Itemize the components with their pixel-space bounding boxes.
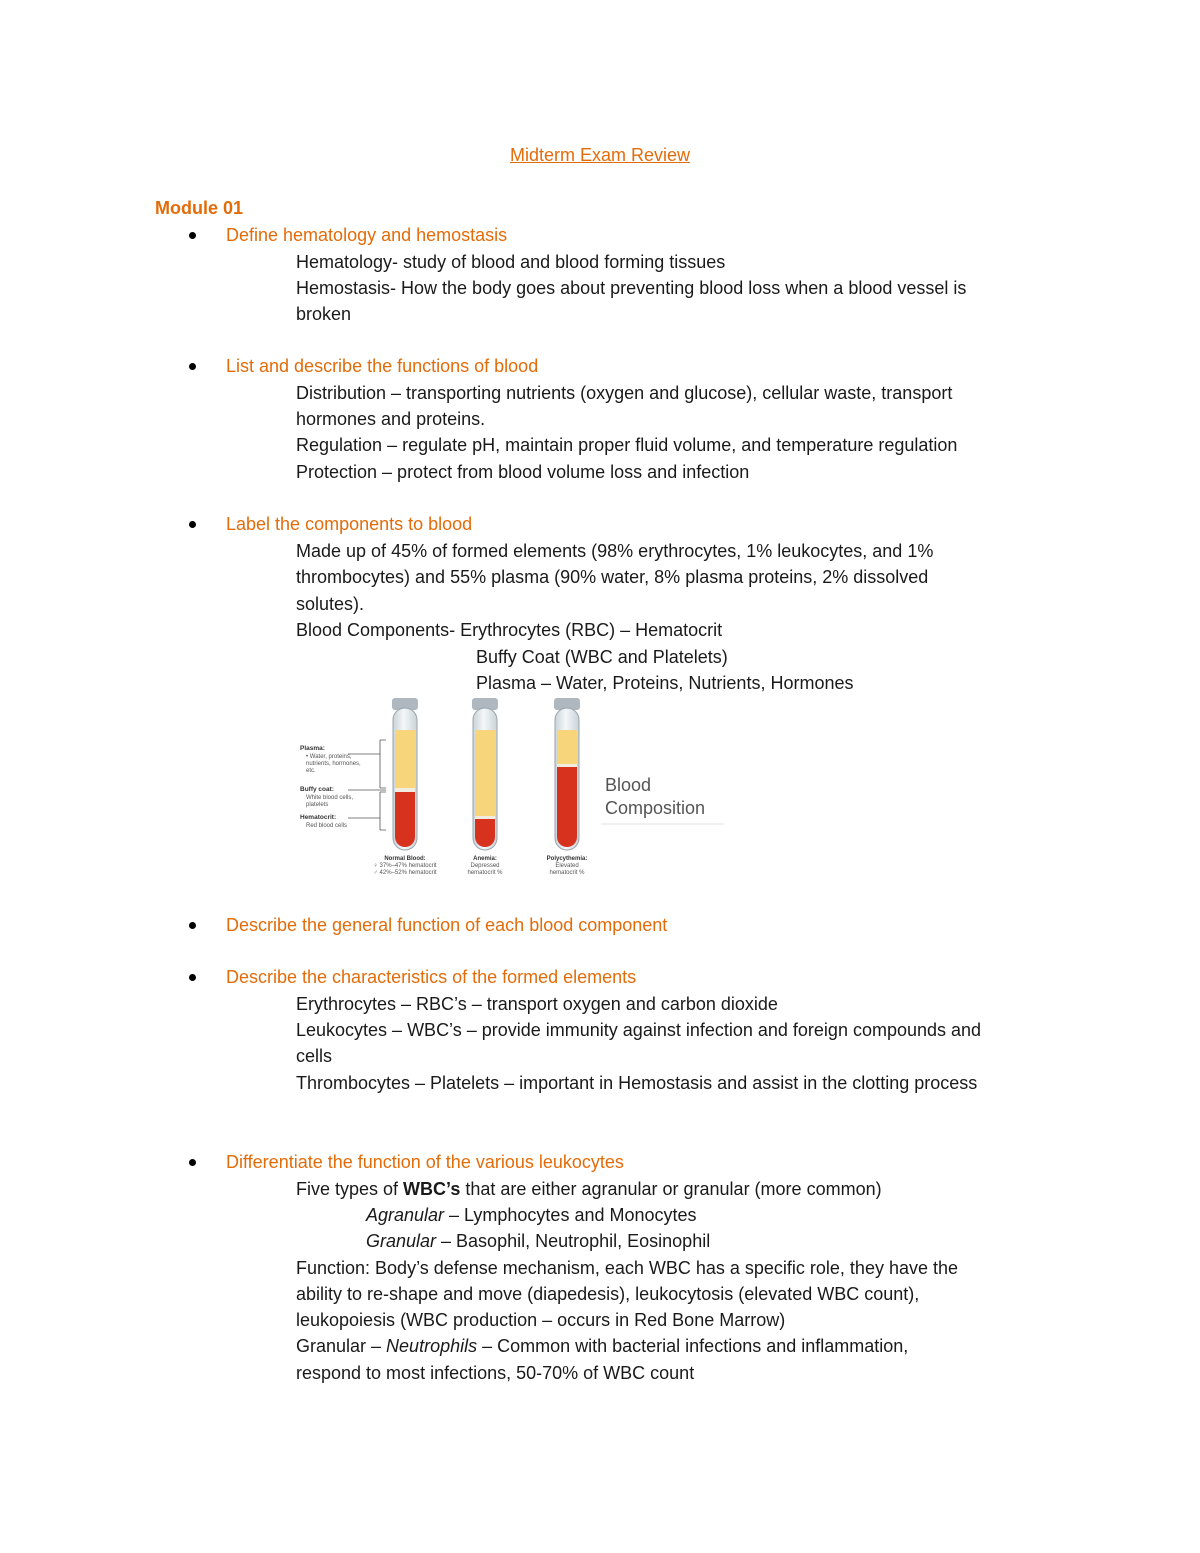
body-line: Buffy Coat (WBC and Platelets)	[476, 647, 728, 667]
body-line: Regulation – regulate pH, maintain proper fluid volume, and temperature regulation	[296, 435, 958, 455]
tube-anemia	[472, 698, 498, 850]
tube-anemia-label: Anemia:	[473, 856, 497, 862]
body-line: Blood Components- Erythrocytes (RBC) – Hematocrit	[296, 620, 723, 640]
body-line: solutes).	[296, 594, 365, 614]
plasma-desc: nutrients, hormones,	[306, 761, 361, 767]
body-line: Plasma – Water, Proteins, Nutrients, Hormones	[476, 673, 854, 693]
hematocrit-desc: Red blood cells	[306, 823, 348, 829]
figure-caption: Blood	[605, 775, 652, 795]
body-line: Five types of WBC’s that are either agranular or granular (more common)	[296, 1179, 882, 1199]
body-line: Erythrocytes – RBC’s – transport oxygen and carbon dioxide	[296, 994, 778, 1014]
body-line: hormones and proteins.	[296, 409, 486, 429]
module-heading: Module 01	[155, 198, 244, 218]
body-line: Made up of 45% of formed elements (98% erythrocytes, 1% leukocytes, and 1%	[296, 541, 934, 561]
body-line: Hemostasis- How the body goes about preventing blood loss when a blood vessel is	[296, 278, 967, 298]
bullet-icon	[189, 922, 196, 929]
body-line: Hematology- study of blood and blood forming tissues	[296, 252, 726, 272]
body-line: ability to re-shape and move (diapedesis), leukocytosis (elevated WBC count),	[296, 1284, 920, 1304]
body-line: leukopoiesis (WBC production – occurs in Red Bone Marrow)	[296, 1310, 786, 1330]
section-heading-hematology: Define hematology and hemostasis	[226, 225, 508, 245]
section-heading-leukocytes: Differentiate the function of the various leukocytes	[226, 1152, 624, 1172]
body-line: Thrombocytes – Platelets – important in Hemostasis and assist in the clotting process	[296, 1073, 978, 1093]
hematocrit-label: Hematocrit:	[300, 814, 337, 821]
tube-anemia-label: hematocrit %	[467, 870, 503, 876]
plasma-desc: • Water, proteins,	[306, 754, 352, 760]
label-brackets	[348, 740, 386, 830]
body-line-granular: Granular – Basophil, Neutrophil, Eosinophil	[366, 1231, 711, 1251]
tube-normal-label: Normal Blood:	[384, 856, 426, 862]
tube-polycythemia	[554, 698, 580, 850]
bullet-icon	[189, 232, 196, 239]
body-line-agranular: Agranular – Lymphocytes and Monocytes	[366, 1205, 697, 1225]
tube-polycythemia-label: Polycythemia:	[546, 856, 588, 862]
plasma-desc: etc.	[306, 768, 316, 774]
blood-composition-figure	[296, 692, 726, 884]
body-line: cells	[296, 1046, 333, 1066]
body-line: Protection – protect from blood volume loss and infection	[296, 462, 750, 482]
body-line: Leukocytes – WBC’s – provide immunity against infection and foreign compounds and	[296, 1020, 982, 1040]
tube-polycythemia-label: Elevated	[555, 863, 579, 869]
bullet-icon	[189, 1159, 196, 1166]
bullet-icon	[189, 363, 196, 370]
body-line: Granular – Neutrophils – Common with bacterial infections and inflammation,	[296, 1336, 909, 1356]
buffy-desc: platelets	[306, 802, 329, 808]
bullet-icon	[189, 521, 196, 528]
bullet-icon	[189, 974, 196, 981]
section-heading-general-function: Describe the general function of each blood component	[226, 915, 668, 935]
tube-normal-label: ♂ 42%–52% hematocrit	[373, 870, 437, 876]
page-title: Midterm Exam Review	[509, 145, 691, 165]
figure-caption: Composition	[605, 798, 706, 818]
body-line: Function: Body’s defense mechanism, each WBC has a specific role, they have the	[296, 1258, 959, 1278]
plasma-label: Plasma:	[300, 745, 325, 752]
tube-polycythemia-label: hematocrit %	[549, 870, 585, 876]
tube-anemia-label: Depressed	[470, 863, 500, 869]
body-line: Distribution – transporting nutrients (oxygen and glucose), cellular waste, transport	[296, 383, 953, 403]
body-line: thrombocytes) and 55% plasma (90% water, 8% plasma proteins, 2% dissolved	[296, 567, 929, 587]
tube-normal	[392, 698, 418, 850]
section-heading-components: Label the components to blood	[226, 514, 473, 534]
buffy-label: Buffy coat:	[300, 786, 334, 793]
body-line: broken	[296, 304, 352, 324]
body-line: respond to most infections, 50-70% of WBC count	[296, 1363, 695, 1383]
buffy-desc: White blood cells,	[306, 795, 354, 801]
tube-normal-label: ♀ 37%–47% hematocrit	[373, 863, 437, 869]
section-heading-formed-elements: Describe the characteristics of the formed elements	[226, 967, 637, 987]
section-heading-functions: List and describe the functions of blood	[226, 356, 539, 376]
